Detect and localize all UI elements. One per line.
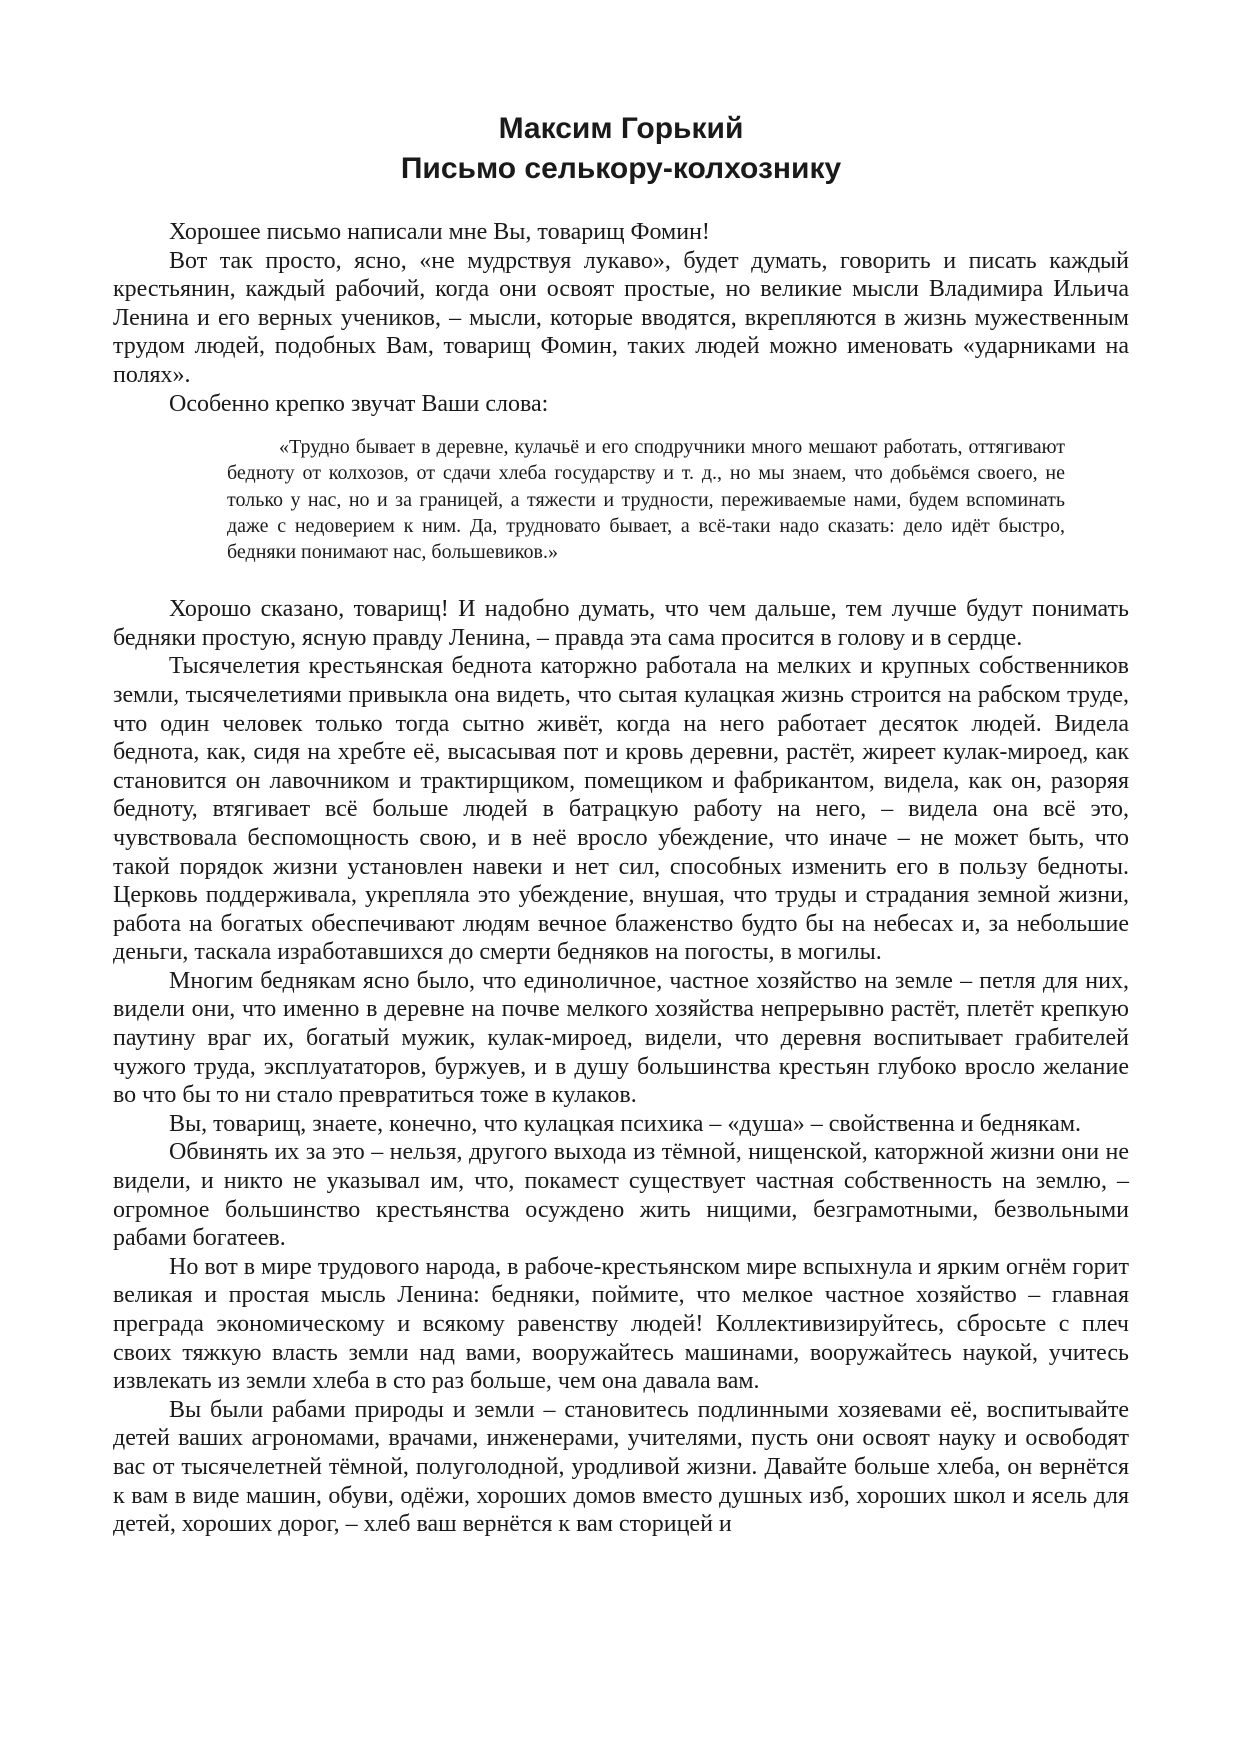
paragraph: Вы, товарищ, знаете, конечно, что кулацкая психика – «душа» – свойственна и беднякам. <box>169 1110 1082 1137</box>
paragraph: Многим беднякам ясно было, что единоличное, частное хозяйство на земле – петля для них, видели они, что именно в деревне на почве мелкого хозяйства непрерывно растёт, плетёт крепкую паутину враг их, богатый мужик, кулак-мироед, видели, что деревня воспитывает грабителей чужого труда, эксплуататоров, буржуев, и в душу большинства крестьян глубоко вросло желание во что бы то ни стало превратиться тоже в кулаков. <box>113 967 1129 1109</box>
paragraph: Но вот в мире трудового народа, в рабоче-крестьянском мире вспыхнула и ярким огнём горит великая и простая мысль Ленина: бедняки, поймите, что мелкое частное хозяйство – главная преграда экономическому и всякому равенству людей! Коллективизируйтесь, сбросьте с плеч своих тяжкую власть земли над вами, вооружайтесь машинами, вооружайтесь наукой, учитесь извлекать из земли хлеба в сто раз больше, чем она давала вам. <box>113 1253 1129 1395</box>
paragraph: Особенно крепко звучат Ваши слова: <box>169 390 549 417</box>
paragraph: Обвинять их за это – нельзя, другого выхода из тёмной, нищенской, каторжной жизни они не видели, и никто не указывал им, что, покамест существует частная собственность на землю, – огромное большинство крестьянства осуждено жить нищими, безграмотными, безвольными рабами богатеев. <box>113 1139 1129 1252</box>
paragraph: Хорошее письмо написали мне Вы, товарищ Фомин! <box>169 219 710 245</box>
paragraph: Тысячелетия крестьянская беднота каторжно работала на мелких и крупных собственников земли, тысячелетиями привыкла она видеть, что сытая кулацкая жизнь строится на рабском труде, что один человек только тогда сытно живёт, когда на него работает десяток людей. Видела беднота, как, сидя на хребте её, высасывая пот и кровь деревни, растёт, жиреет кулак-мироед, как становится он лавочником и трактирщиком, помещиком и фабрикантом, видела, как он, разоряя бедноту, втягивает всё больше людей в батрацкую работу на него, – видела она всё это, чувствовала беспомощность свою, и в неё вросло убеждение, что иначе – не может быть, что такой порядок жизни установлен навеки и нет сил, способных изменить его в пользу бедноты. Церковь поддерживала, укрепляла это убеждение, внушая, что труды и страдания земной жизни, работа на богатых обеспечивают людям вечное блаженство будто бы на небесах и, за небольшие деньги, таскала изработавшихся до смерти бедняков на погосты, в могилы. <box>113 653 1129 966</box>
author-name: Максим Горький <box>498 112 744 145</box>
block-quote: «Трудно бывает в деревне, кулачьё и его сподручники много мешают работать, оттягивают бедноту от колхозов, от сдачи хлеба государству и т. д., но мы знаем, что добьёмся своего, не только у нас, но и за границей, а тяжести и трудности, переживаемые нами, будем вспоминать даже с недоверием к ним. Да, трудновато бывает, а всё-таки надо сказать: дело идёт быстро, бедняки понимают нас, большевиков.» <box>227 436 1065 563</box>
paragraph: Вот так просто, ясно, «не мудрствуя лукаво», будет думать, говорить и писать каждый крестьянин, каждый рабочий, когда они освоят простые, но великие мысли Владимира Ильича Ленина и его верных учеников, – мысли, которые вводятся, вкрепляются в жизнь мужественным трудом людей, подобных Вам, товарищ Фомин, таких людей можно именовать «ударниками на полях». <box>113 247 1129 388</box>
document-title: Письмо селькору-колхознику <box>400 152 842 185</box>
paragraph: Хорошо сказано, товарищ! И надобно думать, что чем дальше, тем лучше будут понимать бедняки простую, ясную правду Ленина, – правда эта сама просится в голову и в сердце. <box>113 596 1129 651</box>
paragraph: Вы были рабами природы и земли – становитесь подлинными хозяевами её, воспитывайте детей ваших агрономами, врачами, инженерами, учителями, пусть они освоят науку и освободят вас от тысячелетней тёмной, полуголодной, уродливой жизни. Давайте больше хлеба, он вернётся к вам в виде машин, обуви, одёжи, хороших домов вместо душных изб, хороших школ и ясель для детей, хороших дорог, – хлеб ваш вернётся к вам сторицей и <box>113 1396 1129 1538</box>
letter-body <box>113 218 1129 1539</box>
